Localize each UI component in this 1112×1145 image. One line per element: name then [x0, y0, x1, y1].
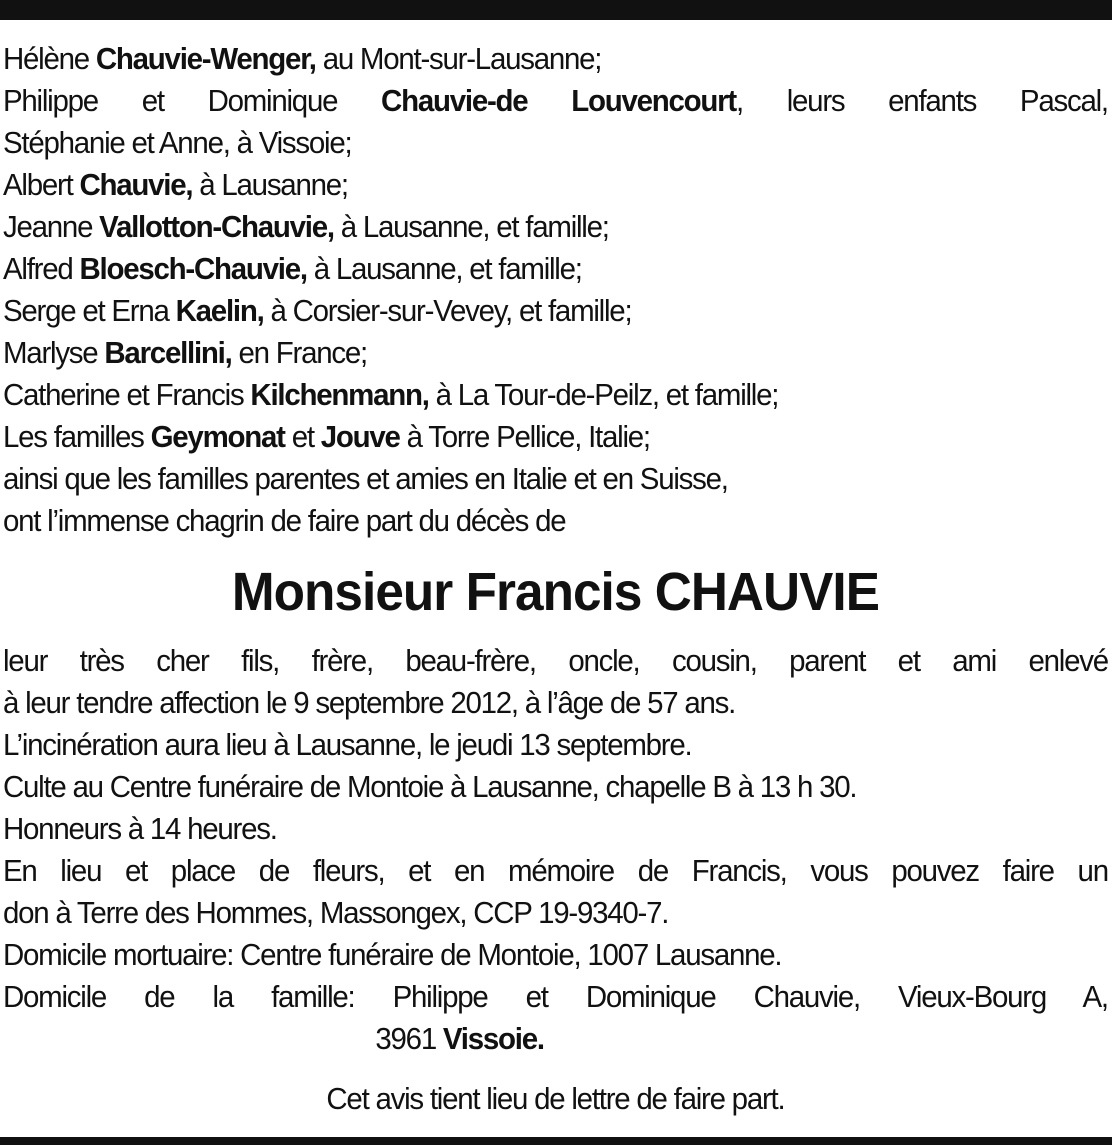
address-tail-line	[3, 1018, 1108, 1060]
body-line-5: Honneurs à 14 heures.	[3, 811, 277, 846]
family-line-text: à Lausanne, et famille;	[306, 251, 582, 286]
family-line-text: à La Tour-de-Peilz, et famille;	[428, 377, 779, 412]
family-surname: Barcellini,	[104, 335, 232, 370]
relatives-line: ainsi que les familles parentes et amies en Italie et en Suisse,	[3, 461, 728, 496]
family-line-text: à Corsier-sur-Vevey, et famille;	[263, 293, 632, 328]
family-surname: Vallotton-Chauvie,	[99, 209, 334, 244]
family-line-1	[3, 38, 1108, 80]
deceased-name-heading: Monsieur Francis CHAUVIE	[231, 562, 879, 622]
family-line-text: au Mont-sur-Lausanne;	[315, 41, 602, 76]
family-surname: Chauvie-de Louvencourt	[381, 83, 736, 118]
family-line-4	[3, 164, 1108, 206]
family-line-text: Jeanne	[3, 209, 100, 244]
address-town: Vissoie.	[442, 1021, 544, 1056]
family-surname: Bloesch-Chauvie,	[79, 251, 307, 286]
family-line-text: Stéphanie et Anne, à Vissoie;	[3, 125, 352, 160]
body-line-8: Domicile mortuaire: Centre funéraire de Montoie, 1007 Lausanne.	[3, 937, 782, 972]
body-line-4: Culte au Centre funéraire de Montoie à Lausanne, chapelle B à 13 h 30.	[3, 769, 857, 804]
family-line-text: Alfred	[3, 251, 80, 286]
family-line-6	[3, 248, 1108, 290]
families-line	[3, 416, 1108, 458]
top-rule	[0, 0, 1112, 20]
family-line-text: Hélène	[3, 41, 96, 76]
family-surname: Kaelin,	[175, 293, 264, 328]
family-line-7	[3, 290, 1108, 332]
family-line-text: Catherine et Francis	[3, 377, 251, 412]
body-line-9: Domicile de la famille: Philippe et Dominique Chauvie, Vieux-Bourg A,	[3, 979, 1108, 1014]
family-surname: Jouve	[320, 419, 400, 454]
closing-line: Cet avis tient lieu de lettre de faire part.	[326, 1081, 785, 1116]
bottom-rule	[0, 1137, 1112, 1145]
family-line-3	[3, 122, 1108, 164]
family-surname: Chauvie,	[79, 167, 193, 202]
family-line-text: et	[284, 419, 321, 454]
family-line-text: en France;	[231, 335, 367, 370]
family-surname: Chauvie-Wenger,	[95, 41, 316, 76]
announcement-line: ont l’immense chagrin de faire part du décès de	[3, 503, 566, 538]
family-line-8	[3, 332, 1108, 374]
family-line-text: Albert	[3, 167, 80, 202]
family-surname: Geymonat	[150, 419, 285, 454]
family-line-text: à Lausanne, et famille;	[333, 209, 609, 244]
family-line-text: Les familles	[3, 419, 151, 454]
body-line-2: à leur tendre affection le 9 septembre 2012, à l’âge de 57 ans.	[3, 685, 736, 720]
family-line-text: Philippe et Dominique	[3, 83, 382, 118]
family-line-2	[3, 80, 1108, 122]
family-line-text: à Lausanne;	[192, 167, 348, 202]
family-line-text: Serge et Erna	[3, 293, 176, 328]
address-text: 3961	[375, 1021, 443, 1056]
body-line-1: leur très cher fils, frère, beau-frère, oncle, cousin, parent et ami enlevé	[3, 643, 1108, 678]
family-line-text: Marlyse	[3, 335, 105, 370]
notice-block	[3, 38, 1108, 1120]
body-line-3: L’incinération aura lieu à Lausanne, le jeudi 13 septembre.	[3, 727, 692, 762]
body-line-6: En lieu et place de fleurs, et en mémoire de Francis, vous pouvez faire un	[3, 853, 1108, 888]
family-line-text: à Torre Pellice, Italie;	[399, 419, 650, 454]
family-line-9	[3, 374, 1108, 416]
body-line-7: don à Terre des Hommes, Massongex, CCP 19-9340-7.	[3, 895, 669, 930]
family-line-5	[3, 206, 1108, 248]
family-line-text: , leurs enfants Pascal,	[735, 83, 1108, 118]
family-surname: Kilchenmann,	[250, 377, 429, 412]
obituary-notice	[3, 38, 1108, 1120]
